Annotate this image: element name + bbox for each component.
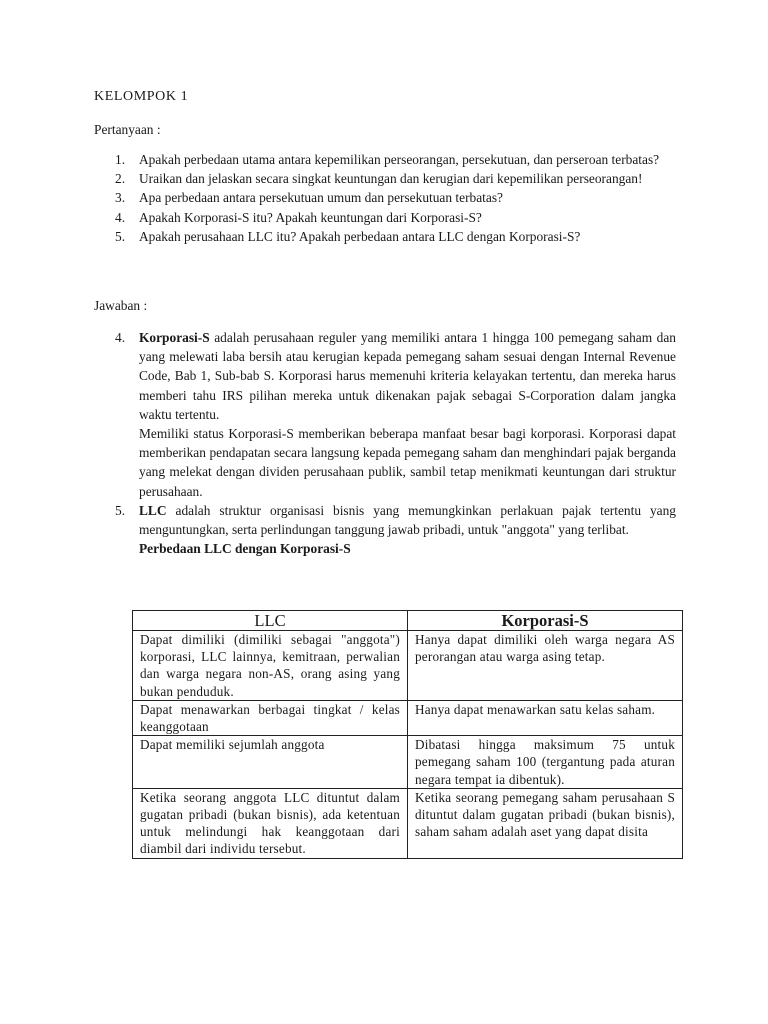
answer-item-5	[94, 501, 676, 559]
table-cell: Hanya dapat dimiliki oleh warga negara AS perorangan atau warga asing tetap.	[408, 631, 683, 701]
question-text: Apa perbedaan antara persekutuan umum dan persekutuan terbatas?	[139, 190, 503, 206]
comparison-table	[132, 610, 683, 859]
answer-paragraph	[139, 328, 676, 424]
question-item	[94, 188, 676, 207]
question-text: Uraikan dan jelaskan secara singkat keuntungan dan kerugian dari kepemilikan perseorangan!	[139, 171, 643, 187]
answer-paragraph: Memiliki status Korporasi-S memberikan beberapa manfaat besar bagi korporasi. Korporasi dapat memberikan pendapatan secara langsung kepada pemegang saham dan menghindari pajak berganda yang melekat dengan dividen perusahaan publik, sambil tetap menikmati keuntungan dari struktur perusahaan.	[139, 426, 676, 499]
question-number: 4.	[115, 209, 126, 225]
questions-list	[94, 150, 676, 246]
question-item	[94, 227, 676, 246]
document-heading: KELOMPOK 1	[94, 89, 189, 104]
question-number: 1.	[115, 152, 126, 167]
answer-number: 5.	[115, 502, 126, 518]
table-row	[133, 736, 683, 789]
question-number: 3.	[115, 190, 126, 206]
table-cell: Hanya dapat menawarkan satu kelas saham.	[408, 700, 683, 735]
table-row	[133, 631, 683, 701]
question-text: Apakah Korporasi-S itu? Apakah keuntungan dari Korporasi-S?	[139, 209, 482, 225]
question-text: Apakah perbedaan utama antara kepemilikan perseorangan, persekutuan, dan perseroan terbatas?	[139, 152, 660, 167]
table-cell: Dapat memiliki sejumlah anggota	[133, 736, 408, 789]
table-cell: Ketika seorang pemegang saham perusahaan S dituntut dalam gugatan pribadi (bukan bisnis), saham saham adalah aset yang dapat disita	[408, 788, 683, 858]
answer-text: adalah perusahaan reguler yang memiliki antara 1 hingga 100 pemegang saham dan yang melewati laba bersih atau kerugian kepada pemegang saham sesuai dengan Internal Revenue Code, Bab 1, Sub-bab S. Korporasi harus memenuhi kriteria kelayakan tertentu, dan mereka harus memberi tahu IRS pilihan mereka untuk dikenakan pajak sebagai S-Corporation dalam jangka waktu tertentu.	[139, 330, 676, 422]
answer-paragraph	[139, 501, 676, 539]
table-header-korporasi-s: Korporasi-S	[408, 611, 683, 631]
table-header-row	[133, 611, 683, 631]
question-item	[94, 150, 676, 169]
question-item	[94, 169, 676, 188]
answer-item-4	[94, 328, 676, 501]
table-title: Perbedaan LLC dengan Korporasi-S	[139, 541, 351, 557]
answer-text: adalah struktur organisasi bisnis yang memungkinkan perlakuan pajak tertentu yang menguntungkan, serta perlindungan tanggung jawab pribadi, untuk "anggota" yang terlibat.	[139, 502, 676, 538]
table-cell: Dapat dimiliki (dimiliki sebagai "anggota") korporasi, LLC lainnya, kemitraan, perwalian dan warga negara non-AS, orang asing yang bukan penduduk.	[133, 631, 408, 701]
question-text: Apakah perusahaan LLC itu? Apakah perbedaan antara LLC dengan Korporasi-S?	[139, 228, 581, 244]
answers-label: Jawaban :	[94, 298, 148, 313]
table-cell: Dibatasi hingga maksimum 75 untuk pemegang saham 100 (tergantung pada aturan negara tempat ia dibentuk).	[408, 736, 683, 789]
answer-term: LLC	[139, 502, 167, 518]
question-item	[94, 208, 676, 227]
table-row	[133, 788, 683, 858]
table-cell: Dapat menawarkan berbagai tingkat / kelas keanggotaan	[133, 700, 408, 735]
question-number: 2.	[115, 171, 126, 187]
answer-number: 4.	[115, 330, 126, 345]
table-row	[133, 700, 683, 735]
table-cell: Ketika seorang anggota LLC dituntut dalam gugatan pribadi (bukan bisnis), ada ketentuan untuk melindungi hak keanggotaan dari diambil dari individu tersebut.	[133, 788, 408, 858]
answer-term: Korporasi-S	[139, 330, 210, 345]
questions-label: Pertanyaan :	[94, 122, 161, 137]
table-header-llc: LLC	[133, 611, 408, 631]
question-number: 5.	[115, 228, 126, 244]
answers-list	[94, 328, 676, 558]
